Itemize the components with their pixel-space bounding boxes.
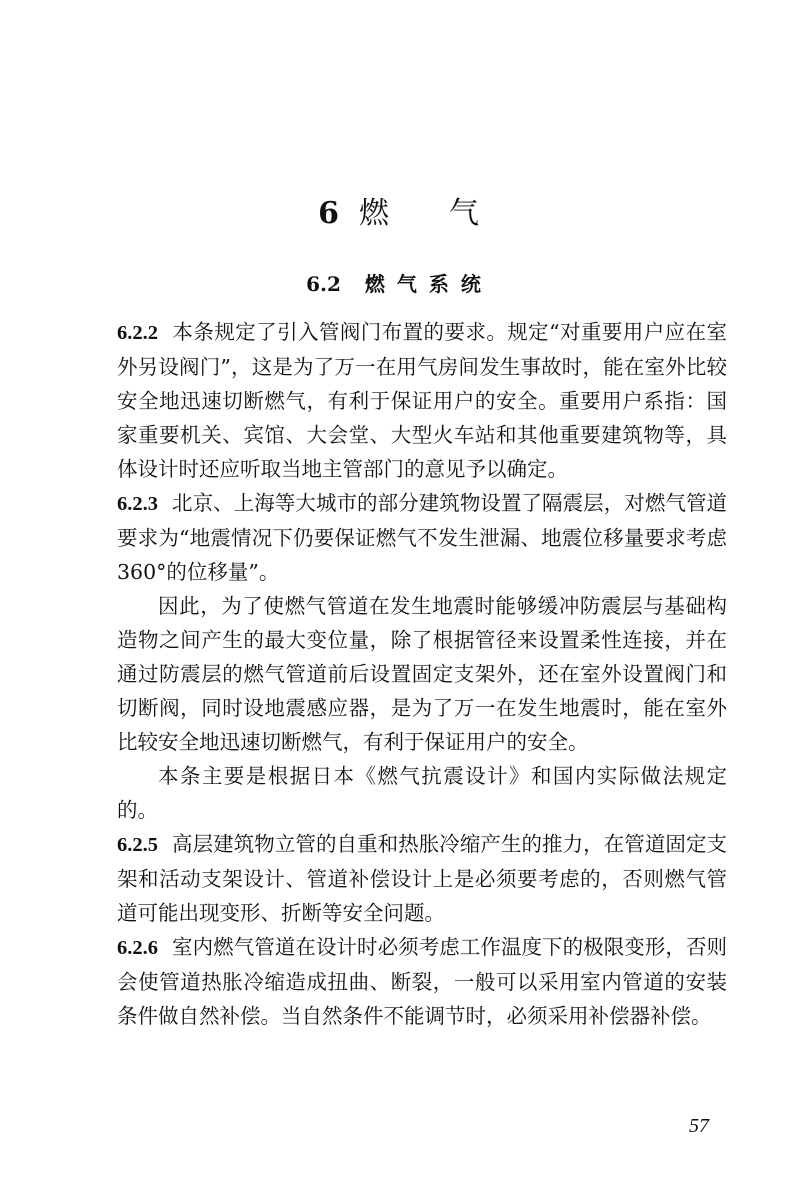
- page-number: 57: [689, 1115, 709, 1137]
- chapter-title-char-1: 燃: [358, 196, 391, 231]
- clause-text: 本条规定了引入管阀门布置的要求。规定“对重要用户应在室外另设阀门”，这是为了万一在用气房间发生事故时，能在室外比较安全地迅速切断燃气，有利于保证用户的安全。重要用户系指：国家重要机关、宾馆、大会堂、大型火车站和其他重要建筑物等，具体设计时还应听取当地主管部门的意见予以确定。: [117, 320, 727, 481]
- section-number: 6.2: [306, 272, 341, 296]
- clause-number: 6.2.3: [117, 493, 158, 515]
- clause-number: 6.2.6: [117, 937, 158, 959]
- clause-text: 高层建筑物立管的自重和热胀冷缩产生的推力，在管道固定支架和活动支架设计、管道补偿设计上是必须要考虑的，否则燃气管道可能出现变形、折断等安全问题。: [117, 832, 727, 925]
- section-title: [0, 268, 799, 297]
- chapter-title-char-2: 气: [448, 196, 481, 231]
- clause-number: 6.2.5: [117, 834, 158, 856]
- clause-number: 6.2.2: [117, 322, 158, 344]
- clause-6-2-6: [117, 930, 727, 1033]
- clause-6-2-3: [117, 486, 727, 589]
- chapter-title: [0, 188, 799, 232]
- clause-6-2-2: [117, 315, 727, 486]
- clause-text: 北京、上海等大城市的部分建筑物设置了隔震层，对燃气管道要求为“地震情况下仍要保证燃气不发生泄漏、地震位移量要求考虑360°的位移量”。: [117, 491, 727, 584]
- section-title-text: 燃气系统: [364, 272, 493, 296]
- clause-6-2-5: [117, 827, 727, 930]
- paragraph: 本条主要是根据日本《燃气抗震设计》和国内实际做法规定的。: [117, 764, 727, 822]
- chapter-number: 6: [318, 196, 341, 231]
- body-text: [117, 315, 727, 1033]
- paragraph: 因此，为了使燃气管道在发生地震时能够缓冲防震层与基础构造物之间产生的最大变位量，除了根据管径来设置柔性连接，并在通过防震层的燃气管道前后设置固定支架外，还在室外设置阀门和切断阀，同时设地震感应器，是为了万一在发生地震时，能在室外比较安全地迅速切断燃气，有利于保证用户的安全。: [117, 594, 727, 754]
- clause-text: 室内燃气管道在设计时必须考虑工作温度下的极限变形，否则会使管道热胀冷缩造成扭曲、断裂，一般可以采用室内管道的安装条件做自然补偿。当自然条件不能调节时，必须采用补偿器补偿。: [117, 935, 727, 1028]
